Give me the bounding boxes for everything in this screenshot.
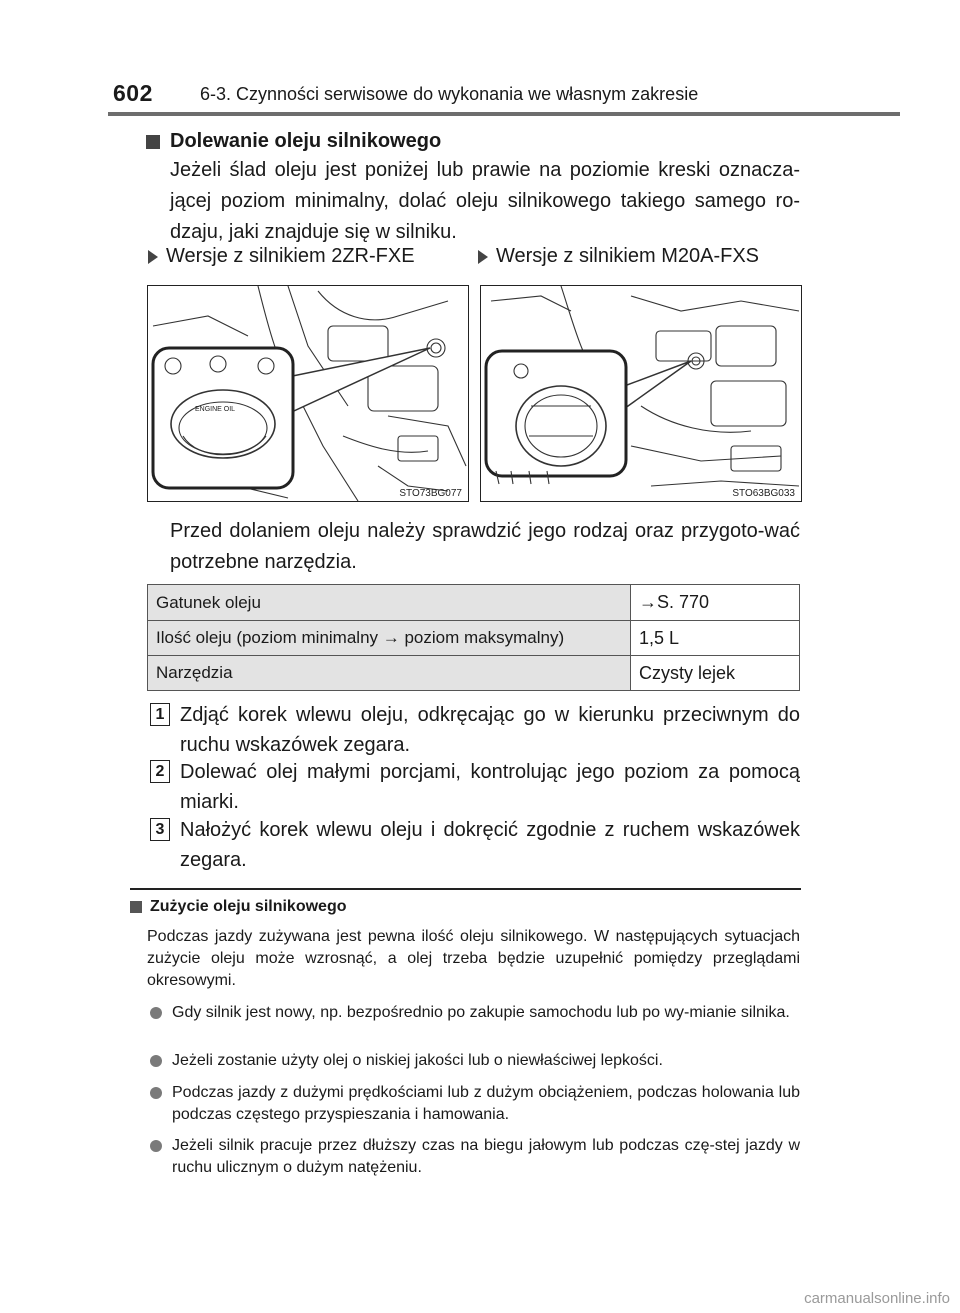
step-number-badge: 3 — [150, 818, 170, 841]
table-row — [148, 621, 800, 656]
watermark: carmanualsonline.info — [804, 1290, 950, 1307]
triangle-bullet-icon — [478, 250, 488, 264]
list-item-text: Jeżeli zostanie użyty olej o niskiej jakości lub o niewłaściwej lepkości. — [172, 1052, 663, 1069]
list-item — [150, 1082, 800, 1126]
page-number: 602 — [113, 80, 153, 106]
list-item-text: Jeżeli silnik pracuje przez dłuższy czas na biegu jałowym lub podczas czę-stej jazdy w ruchu ulicznym o dużym natężeniu. — [172, 1137, 800, 1176]
table-label: Gatunek oleju — [148, 585, 631, 621]
engine-illustration-2zr — [148, 286, 468, 501]
section-divider — [130, 888, 801, 890]
engine-illustration-m20a — [481, 286, 801, 501]
step-number-badge: 1 — [150, 703, 170, 726]
list-item — [150, 1050, 800, 1072]
preparation-note: Przed dolaniem oleju należy sprawdzić jego rodzaj oraz przygoto-wać potrzebne narzędzia. — [170, 520, 800, 573]
step-1 — [150, 700, 800, 760]
table-label: Ilość oleju (poziom minimalny → poziom maksymalny) — [148, 621, 631, 656]
engine-figure-m20a — [480, 285, 802, 502]
intro-paragraph: Jeżeli ślad oleju jest poniżej lub prawie na poziomie kreski oznacza-jącej poziom minimalny, dolać oleju silnikowego takiego samego ro-dzaju, jaki znajduje się w silniku. — [170, 159, 800, 243]
step-text: Dolewać olej małymi porcjami, kontrolując jego poziom za pomocą miarki. — [180, 761, 800, 813]
consumption-intro: Podczas jazdy zużywana jest pewna ilość oleju silnikowego. W następujących sytuacjach zużycie oleju może wzrosnąć, a olej trzeba będzie uzupełnić pomiędzy przeglądami okresowymi. — [147, 928, 800, 989]
triangle-bullet-icon — [148, 250, 158, 264]
circle-bullet-icon — [150, 1055, 162, 1067]
table-value: Czysty lejek — [631, 656, 800, 691]
variant-label-2zr — [148, 245, 415, 268]
section-heading-oil-consumption — [130, 898, 346, 916]
chapter-title: 6-3. Czynności serwisowe do wykonania we własnym zakresie — [200, 84, 699, 104]
circle-bullet-icon — [150, 1007, 162, 1019]
step-2 — [150, 757, 800, 817]
table-value: →S. 770 — [631, 585, 800, 621]
figure-code: STO63BG033 — [732, 488, 795, 499]
table-row — [148, 585, 800, 621]
section-heading-text: Zużycie oleju silnikowego — [150, 898, 347, 915]
step-text: Nałożyć korek wlewu oleju i dokręcić zgodnie z ruchem wskazówek zegara. — [180, 819, 800, 871]
step-text: Zdjąć korek wlewu oleju, odkręcając go w kierunku przeciwnym do ruchu wskazówek zegara. — [180, 704, 800, 756]
step-number-badge: 2 — [150, 760, 170, 783]
section-heading-text: Dolewanie oleju silnikowego — [170, 130, 442, 152]
list-item-text: Gdy silnik jest nowy, np. bezpośrednio po zakupie samochodu lub po wy-mianie silnika. — [172, 1004, 790, 1021]
engine-figure-2zr — [147, 285, 469, 502]
list-item — [150, 1135, 800, 1179]
list-item — [150, 1002, 800, 1024]
table-value: 1,5 L — [631, 621, 800, 656]
variant-label-m20a — [478, 245, 759, 268]
oil-spec-table — [147, 584, 800, 691]
variant-label-text: Wersje z silnikiem 2ZR-FXE — [166, 245, 415, 267]
table-row — [148, 656, 800, 691]
square-bullet-icon — [146, 135, 160, 149]
circle-bullet-icon — [150, 1140, 162, 1152]
table-label: Narzędzia — [148, 656, 631, 691]
list-item-text: Podczas jazdy z dużymi prędkościami lub z dużym obciążeniem, podczas holowania lub podczas częstego przyspieszania i hamowania. — [172, 1084, 800, 1123]
circle-bullet-icon — [150, 1087, 162, 1099]
square-bullet-icon — [130, 901, 142, 913]
engine-oil-cap-text: ENGINE OIL — [195, 406, 236, 413]
figure-code: STO73BG077 — [399, 488, 462, 499]
section-heading-oil-refill — [146, 130, 441, 153]
step-3 — [150, 815, 800, 875]
variant-label-text: Wersje z silnikiem M20A-FXS — [496, 245, 760, 267]
header-rule — [108, 112, 900, 116]
